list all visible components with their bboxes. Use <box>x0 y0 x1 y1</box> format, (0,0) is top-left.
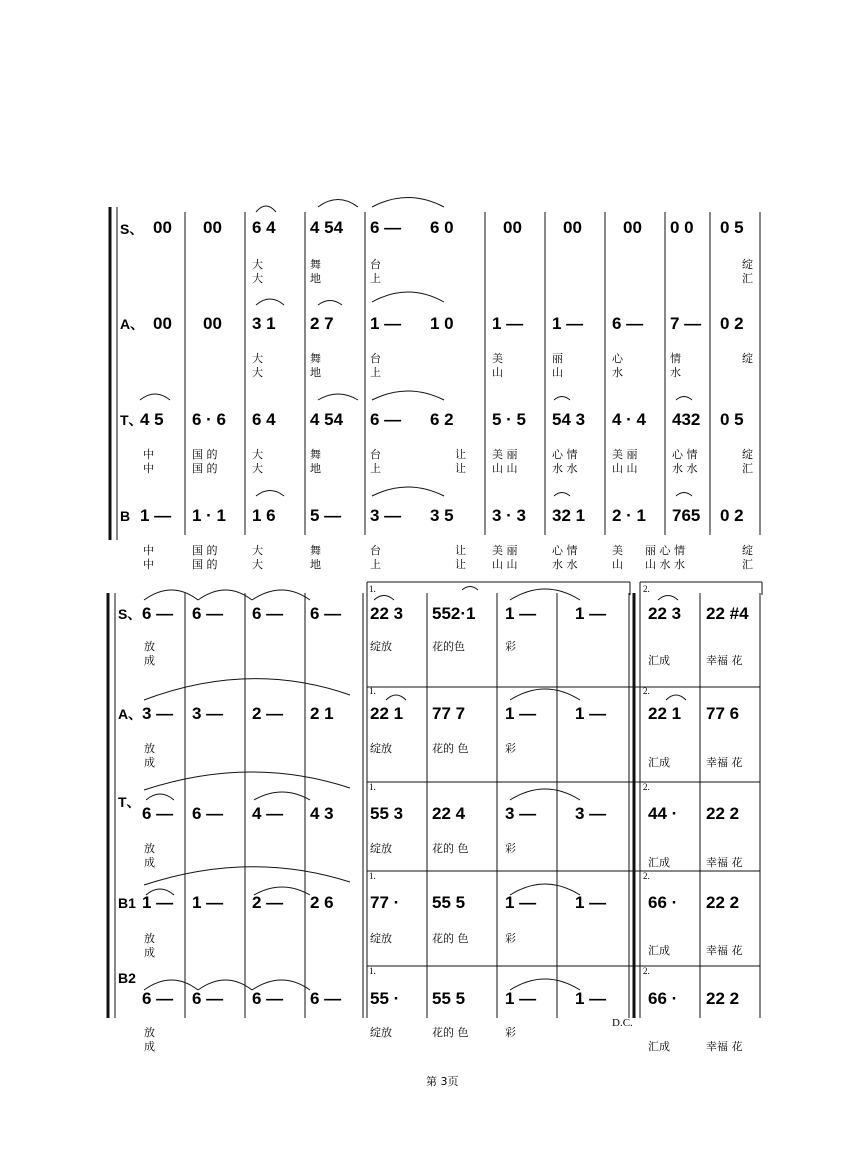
note-group: 1 — <box>575 893 607 912</box>
soprano-lyrics-2 <box>144 639 743 667</box>
lyric: 山 山 <box>492 558 518 571</box>
note-group: 1 — <box>575 604 607 623</box>
lyric: 台 <box>370 258 381 271</box>
lyric: 汇成 <box>648 944 670 957</box>
lyric: 放 <box>144 842 155 855</box>
note-group: 22 #4 <box>706 604 749 623</box>
note-group: 55 3 <box>370 804 404 823</box>
lyric: 水 水 <box>672 462 698 475</box>
part-label-alto: A、 <box>118 706 143 722</box>
volta-2-label: 2. <box>643 966 650 976</box>
lyric: 国 的 <box>192 462 218 475</box>
note-group: 00 <box>153 314 172 333</box>
lyric: 山 <box>612 558 623 571</box>
note-group: 6 — <box>192 989 224 1008</box>
lyric: 地 <box>310 558 321 571</box>
volta-2-label: 2. <box>643 584 650 594</box>
note-group: 3 — <box>370 506 402 525</box>
lyric: 大 <box>252 352 263 365</box>
note-group: 6 — <box>192 804 224 823</box>
note-group: 77 · <box>370 893 400 912</box>
note-group: 22 2 <box>706 893 740 912</box>
lyric: 丽 <box>552 352 563 365</box>
lyric: 中 <box>143 558 154 571</box>
lyric: 台 <box>370 352 381 365</box>
lyric: 幸福 花 <box>706 654 743 667</box>
note-group: 6 0 <box>430 218 454 237</box>
lyric: 舞 <box>310 448 321 461</box>
lyric: 水 水 <box>552 558 578 571</box>
note-group: 7 — <box>670 314 702 333</box>
note-group: 6 — <box>142 804 174 823</box>
lyric: 中 <box>143 462 154 475</box>
part-label-soprano: S、 <box>118 606 142 622</box>
lyric: 花的 色 <box>432 932 469 945</box>
lyric: 大 <box>252 258 263 271</box>
lyric: 国 的 <box>192 544 218 557</box>
note-group: 66 · <box>648 893 678 912</box>
lyric: 舞 <box>310 258 321 271</box>
lyric: 花的 色 <box>432 1026 469 1039</box>
lyric: 彩 <box>505 932 516 945</box>
note-group: 77 7 <box>432 704 466 723</box>
lyric: 绽放 <box>370 842 392 855</box>
note-group: 00 <box>503 218 522 237</box>
lyric: 成 <box>144 946 155 959</box>
lyric: 心 <box>612 352 623 365</box>
note-group: 6 4 <box>252 410 276 429</box>
note-group: 22 1 <box>648 704 682 723</box>
note-group: 0 0 <box>670 218 694 237</box>
note-group: 44 · <box>648 804 678 823</box>
lyric: 地 <box>310 366 321 379</box>
lyric: 让 <box>455 448 466 461</box>
note-group: 0 5 <box>720 410 744 429</box>
lyric: 地 <box>310 462 321 475</box>
alto-notes <box>153 314 744 333</box>
note-group: 1 0 <box>430 314 454 333</box>
note-group: 6 — <box>612 314 644 333</box>
note-group: 32 1 <box>552 506 586 525</box>
lyric: 国 的 <box>192 448 218 461</box>
lyric: 山 山 <box>612 462 638 475</box>
lyric: 美 <box>612 544 623 557</box>
alto-notes-2 <box>142 704 739 723</box>
lyric: 台 <box>370 544 381 557</box>
note-group: 1 — <box>575 989 607 1008</box>
lyric: 汇成 <box>648 654 670 667</box>
note-group: 4 54 <box>310 218 344 237</box>
note-group: 66 · <box>648 989 678 1008</box>
lyric: 绽放 <box>370 1026 392 1039</box>
lyric: 心 情 <box>552 544 578 557</box>
lyric: 美 <box>492 352 503 365</box>
lyric: 大 <box>252 366 263 379</box>
lyric: 上 <box>370 462 381 475</box>
part-label-tenor: T、 <box>120 412 143 428</box>
lyric: 绽放 <box>370 742 392 755</box>
note-group: 22 3 <box>370 604 404 623</box>
part-label-soprano: S、 <box>120 221 144 237</box>
lyric: 美 丽 <box>612 448 638 461</box>
note-group: 6 2 <box>430 410 454 429</box>
note-group: 3 5 <box>430 506 454 525</box>
lyric: 彩 <box>505 1026 516 1039</box>
note-group: 6 — <box>142 989 174 1008</box>
note-group: 2 7 <box>310 314 334 333</box>
lyric: 水 <box>670 366 681 379</box>
lyric: 汇成 <box>648 1040 670 1053</box>
note-group: 3 1 <box>252 314 276 333</box>
note-group: 6 — <box>192 604 224 623</box>
note-group: 22 3 <box>648 604 682 623</box>
lyric: 花的 色 <box>432 742 469 755</box>
lyric: 中 <box>143 544 154 557</box>
lyric: 山 <box>552 366 563 379</box>
lyric: 成 <box>144 1040 155 1053</box>
note-group: 6 — <box>252 989 284 1008</box>
bass-1-lyrics <box>144 931 743 959</box>
note-group: 1 — <box>505 893 537 912</box>
note-group: 00 <box>153 218 172 237</box>
note-group: 5 — <box>310 506 342 525</box>
volta-1-label: 1. <box>369 584 376 594</box>
da-capo-mark: D.C. <box>612 1017 633 1029</box>
note-group: 2 1 <box>310 704 334 723</box>
note-group: 4 · 4 <box>612 410 647 429</box>
lyric: 山 水 水 <box>645 558 685 571</box>
lyric: 美 丽 <box>492 544 518 557</box>
note-group: 55 5 <box>432 893 466 912</box>
tenor-notes-2 <box>142 804 739 823</box>
part-label-bass-1: B1 <box>118 895 136 911</box>
note-group: 6 — <box>252 604 284 623</box>
note-group: 22 2 <box>706 989 740 1008</box>
bass-lyrics <box>143 543 753 571</box>
lyric: 绽 <box>742 448 753 461</box>
note-group: 1 — <box>370 314 402 333</box>
lyric: 汇 <box>742 462 753 475</box>
note-group: 1 — <box>505 704 537 723</box>
note-group: 6 — <box>310 604 342 623</box>
note-group: 1 — <box>552 314 584 333</box>
lyric: 绽 <box>742 544 753 557</box>
lyric: 美 丽 <box>492 448 518 461</box>
soprano-notes <box>153 218 744 237</box>
tenor-lyrics-2 <box>144 841 743 869</box>
note-group: 00 <box>623 218 642 237</box>
note-group: 3 — <box>575 804 607 823</box>
lyric: 中 <box>143 448 154 461</box>
lyric: 幸福 花 <box>706 944 743 957</box>
note-group: 2 · 1 <box>612 506 647 525</box>
note-group: 2 — <box>252 893 284 912</box>
note-group: 2 — <box>252 704 284 723</box>
lyric: 心 情 <box>672 448 698 461</box>
note-group: 6 — <box>142 604 174 623</box>
lyric: 汇成 <box>648 856 670 869</box>
note-group: 3 — <box>142 704 174 723</box>
lyric: 花的 色 <box>432 842 469 855</box>
lyric: 大 <box>252 544 263 557</box>
lyric: 大 <box>252 462 263 475</box>
bass-2-lyrics <box>144 1025 743 1053</box>
lyric: 绽放 <box>370 640 392 653</box>
lyric: 大 <box>252 272 263 285</box>
lyric: 幸福 花 <box>706 756 743 769</box>
note-group: 2 6 <box>310 893 334 912</box>
lyric: 绽 <box>742 258 753 271</box>
lyric: 绽 <box>742 352 753 365</box>
note-group: 6 4 <box>252 218 276 237</box>
volta-1-label: 1. <box>369 966 376 976</box>
lyric: 幸福 花 <box>706 1040 743 1053</box>
part-label-bass-2: B2 <box>118 970 136 986</box>
lyric: 大 <box>252 448 263 461</box>
note-group: 54 3 <box>552 410 586 429</box>
alto-lyrics-2 <box>144 741 743 769</box>
note-group: 00 <box>203 218 222 237</box>
part-label-bass: B <box>120 508 131 524</box>
note-group: 00 <box>203 314 222 333</box>
tenor-lyrics <box>143 447 753 475</box>
lyric: 情 <box>670 352 681 365</box>
lyric: 上 <box>370 272 381 285</box>
lyric: 让 <box>455 462 466 475</box>
note-group: 6 — <box>370 218 402 237</box>
lyric: 丽 心 情 <box>645 544 685 557</box>
system-1 <box>110 198 760 541</box>
lyric: 舞 <box>310 544 321 557</box>
note-group: 4 — <box>252 804 284 823</box>
lyric: 山 山 <box>492 462 518 475</box>
note-group: 4 5 <box>140 410 164 429</box>
note-group: 6 — <box>310 989 342 1008</box>
part-label-tenor: T、 <box>118 794 141 810</box>
note-group: 0 5 <box>720 218 744 237</box>
note-group: 1 — <box>140 506 172 525</box>
lyric: 放 <box>144 1026 155 1039</box>
lyric: 彩 <box>505 640 516 653</box>
note-group: 0 2 <box>720 314 744 333</box>
lyric: 绽放 <box>370 932 392 945</box>
lyric: 台 <box>370 448 381 461</box>
volta-2-label: 2. <box>643 871 650 881</box>
part-label-alto: A、 <box>120 316 145 332</box>
note-group: 4 54 <box>310 410 344 429</box>
note-group: 1 6 <box>252 506 276 525</box>
lyric: 花的色 <box>432 640 465 653</box>
note-group: 6 — <box>370 410 402 429</box>
note-group: 432 <box>672 410 701 429</box>
lyric: 水 水 <box>552 462 578 475</box>
lyric: 国 的 <box>192 558 218 571</box>
note-group: 3 · 3 <box>492 506 527 525</box>
note-group: 1 — <box>192 893 224 912</box>
volta-1-label: 1. <box>369 871 376 881</box>
lyric: 心 情 <box>552 448 578 461</box>
lyric: 大 <box>252 558 263 571</box>
note-group: 22 2 <box>706 804 740 823</box>
lyric: 放 <box>144 640 155 653</box>
volta-2-label: 2. <box>643 782 650 792</box>
volta-1-label: 1. <box>369 782 376 792</box>
lyric: 成 <box>144 856 155 869</box>
lyric: 上 <box>370 366 381 379</box>
page-number: 第 3页 <box>426 1075 459 1088</box>
bass-2-notes <box>142 989 739 1008</box>
lyric: 汇成 <box>648 756 670 769</box>
note-group: 1 — <box>505 989 537 1008</box>
note-group: 1 — <box>142 893 174 912</box>
note-group: 1 — <box>505 604 537 623</box>
lyric: 让 <box>455 558 466 571</box>
lyric: 让 <box>455 544 466 557</box>
lyric: 成 <box>144 654 155 667</box>
lyric: 彩 <box>505 842 516 855</box>
lyric: 山 <box>492 366 503 379</box>
note-group: 3 — <box>192 704 224 723</box>
note-group: 22 4 <box>432 804 466 823</box>
lyric: 成 <box>144 756 155 769</box>
note-group: 765 <box>672 506 701 525</box>
lyric: 舞 <box>310 352 321 365</box>
lyric: 上 <box>370 558 381 571</box>
note-group: 6 · 6 <box>192 410 227 429</box>
note-group: 1 — <box>492 314 524 333</box>
lyric: 汇 <box>742 558 753 571</box>
lyric: 水 <box>612 366 623 379</box>
volta-1-label: 1. <box>369 686 376 696</box>
note-group: 3 — <box>505 804 537 823</box>
lyric: 地 <box>310 272 321 285</box>
lyric: 放 <box>144 932 155 945</box>
bass-notes <box>140 506 744 525</box>
bass-1-notes <box>142 893 739 912</box>
note-group: 77 6 <box>706 704 740 723</box>
lyric: 汇 <box>742 272 753 285</box>
note-group: 1 · 1 <box>192 506 227 525</box>
note-group: 1 — <box>575 704 607 723</box>
note-group: 22 1 <box>370 704 404 723</box>
note-group: 55 · <box>370 989 400 1008</box>
volta-2-label: 2. <box>643 686 650 696</box>
note-group: 55 5 <box>432 989 466 1008</box>
note-group: 5 · 5 <box>492 410 527 429</box>
note-group: 0 2 <box>720 506 744 525</box>
note-group: 4 3 <box>310 804 334 823</box>
soprano-lyrics <box>252 257 753 285</box>
soprano-notes-2 <box>142 604 749 623</box>
tenor-notes <box>140 410 744 429</box>
alto-lyrics <box>252 351 753 379</box>
note-group: 552·1 <box>432 604 476 623</box>
note-group: 00 <box>563 218 582 237</box>
lyric: 彩 <box>505 742 516 755</box>
lyric: 幸福 花 <box>706 856 743 869</box>
lyric: 放 <box>144 742 155 755</box>
